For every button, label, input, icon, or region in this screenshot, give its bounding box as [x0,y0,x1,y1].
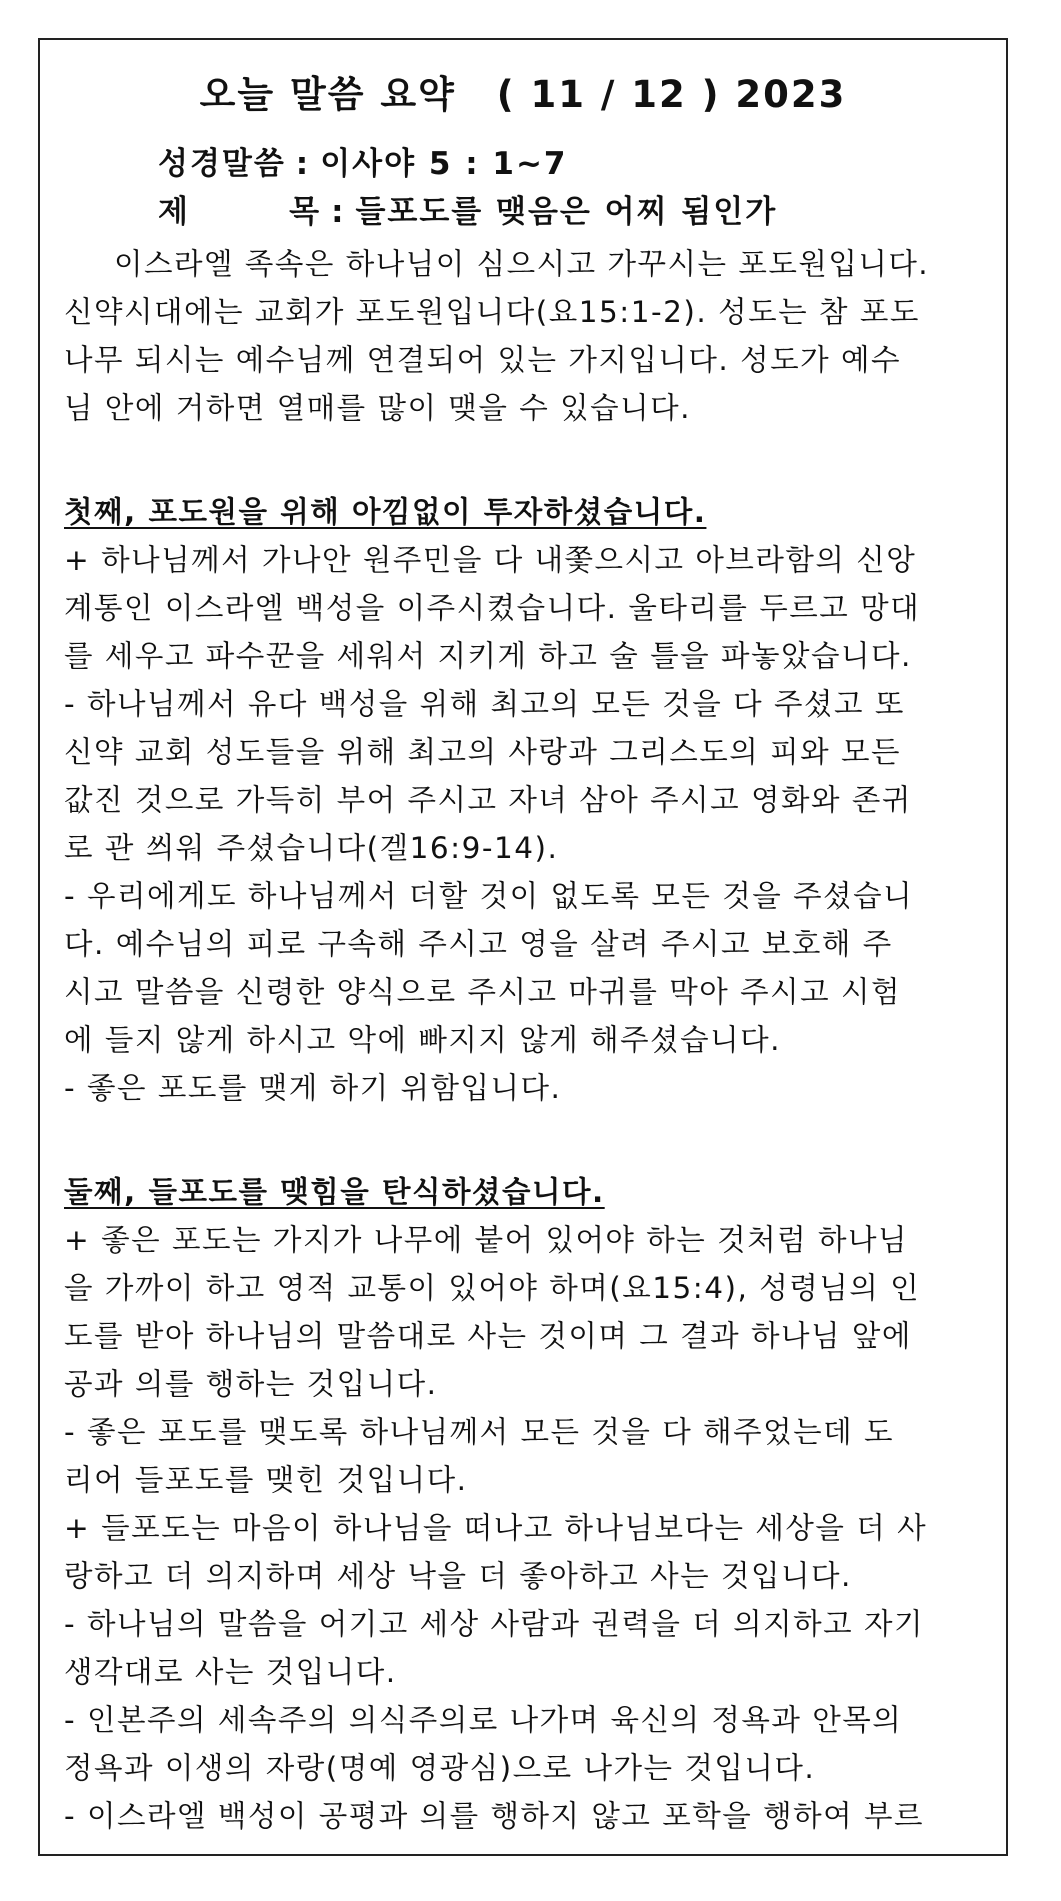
section1-line: - 하나님께서 유다 백성을 위해 최고의 모든 것을 다 주셨고 또 [64,687,905,721]
section1-heading: 첫째, 포도원을 위해 아낌없이 투자하셨습니다. [64,495,707,529]
section1-line: 다. 예수님의 피로 구속해 주시고 영을 살려 주시고 보호해 주 [64,927,893,961]
section2-line: 도를 받아 하나님의 말씀대로 사는 것이며 그 결과 하나님 앞에 [64,1319,912,1353]
subject-label: 제 목 [158,194,322,230]
section2-line: 랑하고 더 의지하며 세상 낙을 더 좋아하고 사는 것입니다. [64,1559,852,1593]
section1-line: 계통인 이스라엘 백성을 이주시켰습니다. 울타리를 두르고 망대 [64,591,921,625]
section1-line: - 우리에게도 하나님께서 더할 것이 없도록 모든 것을 주셨습니 [64,879,914,913]
section2-line: 공과 의를 행하는 것입니다. [64,1367,438,1401]
section1-line: 를 세우고 파수꾼을 세워서 지키게 하고 술 틀을 파놓았습니다. [64,639,912,673]
section2-line: + 좋은 포도는 가지가 나무에 붙어 있어야 하는 것처럼 하나님 [64,1223,909,1257]
intro-line: 이스라엘 족속은 하나님이 심으시고 가꾸시는 포도원입니다. [114,247,930,281]
intro-line: 님 안에 거하면 열매를 많이 맺을 수 있습니다. [64,391,691,425]
section1-line: 에 들지 않게 하시고 악에 빠지지 않게 해주셨습니다. [64,1023,781,1057]
section2-line: - 이스라엘 백성이 공평과 의를 행하지 않고 포학을 행하여 부르 [64,1799,924,1833]
section2-line: 리어 들포도를 맺힌 것입니다. [64,1463,468,1497]
section1-line: 값진 것으로 가득히 부어 주시고 자녀 삼아 주시고 영화와 존귀 [64,783,912,817]
section2-heading: 둘째, 들포도를 맺힘을 탄식하셨습니다. [64,1175,605,1209]
section1-line: 신약 교회 성도들을 위해 최고의 사랑과 그리스도의 피와 모든 [64,735,901,769]
scripture-separator: : [295,146,311,182]
scripture-label: 성경말씀 [158,146,286,182]
subject-row [158,186,777,231]
paragraph-gap [64,1112,984,1168]
section2-line: + 들포도는 마음이 하나님을 떠나고 하나님보다는 세상을 더 사 [64,1511,928,1545]
section1-line: - 좋은 포도를 맺게 하기 위함입니다. [64,1071,562,1105]
section1-line: + 하나님께서 가나안 원주민을 다 내쫓으시고 아브라함의 신앙 [64,543,917,577]
page-title [40,64,1006,118]
paragraph-gap [64,432,984,488]
scripture-value: 이사야 5 : 1~7 [320,146,568,182]
sermon-body [64,240,984,1840]
section2-line: 생각대로 사는 것입니다. [64,1655,397,1689]
title-date: ( 11 / 12 ) 2023 [496,73,847,116]
section2-line: - 하나님의 말씀을 어기고 세상 사람과 권력을 더 의지하고 자기 [64,1607,924,1641]
subject-value: 들포도를 맺음은 어찌 됨인가 [355,194,778,230]
subject-separator: : [331,194,346,230]
intro-line: 신약시대에는 교회가 포도원입니다(요15:1-2). 성도는 참 포도 [64,295,920,329]
intro-line: 나무 되시는 예수님께 연결되어 있는 가지입니다. 성도가 예수 [64,343,901,377]
scripture-row [158,138,568,183]
section2-line: - 인본주의 세속주의 의식주의로 나가며 육신의 정욕과 안목의 [64,1703,903,1737]
title-text: 오늘 말씀 요약 [199,73,456,116]
section2-line: 정욕과 이생의 자랑(명예 영광심)으로 나가는 것입니다. [64,1751,816,1785]
section2-line: - 좋은 포도를 맺도록 하나님께서 모든 것을 다 해주었는데 도 [64,1415,894,1449]
document-page [38,38,1008,1856]
section1-line: 로 관 씌워 주셨습니다(겔16:9-14). [64,831,559,865]
section1-line: 시고 말씀을 신령한 양식으로 주시고 마귀를 막아 주시고 시험 [64,975,901,1009]
section2-line: 을 가까이 하고 영적 교통이 있어야 하며(요15:4), 성령님의 인 [64,1271,921,1305]
